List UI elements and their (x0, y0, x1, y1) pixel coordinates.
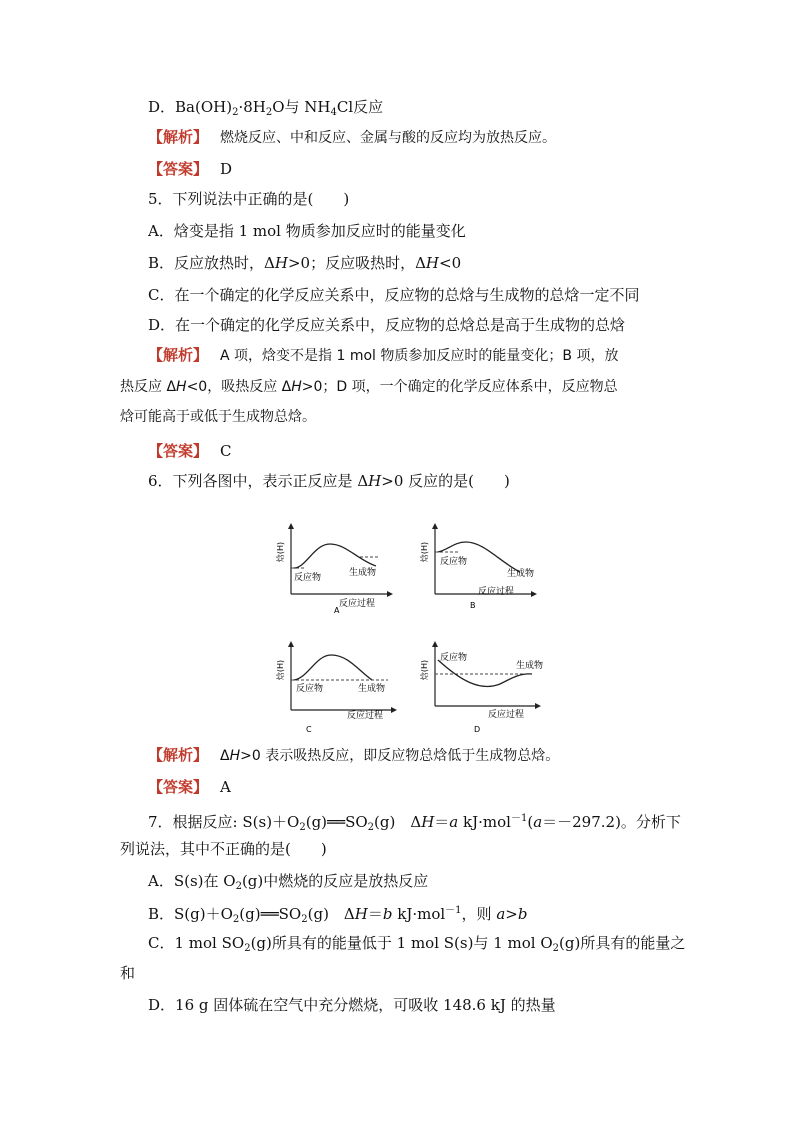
q7-option-c-line1: C．1 mol $SO_2(g)$所具有的能量低于 1 mol S(s)与 1 mol $O_2(g)$所具有的能量之 (148, 934, 686, 954)
figure-letter: B (470, 601, 476, 610)
q7-stem-line1: 7．根据反应: $S(s)+O_2(g)══SO_2(g)$ ΔH＝a kJ·mol$^{-1}$(a＝－297.2)。分析下 (148, 813, 681, 833)
product-label: 生成物 (358, 684, 386, 694)
enthalpy-diagram-d (420, 640, 545, 736)
y-axis-arrow (432, 641, 438, 647)
product-label: 生成物 (516, 661, 544, 671)
q7-stem-line2: 列说法，其中不正确的是( ) (120, 840, 327, 858)
q7-option-c-line2: 和 (120, 964, 136, 982)
q5-stem: 5．下列说法中正确的是( ) (148, 190, 350, 208)
figure-letter: D (474, 725, 481, 734)
reactant-label: 反应物 (440, 653, 468, 663)
reactant-label: 反应物 (294, 573, 322, 583)
q4-answer: 【答案】 D (148, 160, 233, 178)
q7-option-a: A．S(s)在 $O_2(g)$中燃烧的反应是放热反应 (148, 872, 429, 892)
y-axis-arrow (288, 641, 294, 647)
y-axis-label: 焓(H) (276, 541, 285, 563)
x-axis-arrow (387, 591, 393, 597)
x-axis-label: 反应过程 (347, 711, 384, 721)
y-axis-label: 焓(H) (420, 659, 429, 681)
q4-analysis: 【解析】 燃烧反应、中和反应、金属与酸的反应均为放热反应。 (148, 128, 557, 146)
q5-option-b: B．反应放热时，ΔH>0；反应吸热时，ΔH<0 (148, 254, 462, 272)
answer-label: 【答案】 (148, 160, 209, 178)
q5-analysis-line1: 【解析】 A 项，焓变不是指 1 mol 物质参加反应时的能量变化；B 项，放 (148, 346, 619, 364)
q6-answer: 【答案】 A (148, 778, 231, 796)
y-axis-arrow (288, 523, 294, 529)
analysis-label: 【解析】 (148, 346, 209, 364)
x-axis-label: 反应过程 (488, 710, 525, 720)
x-axis-label: 反应过程 (478, 587, 515, 597)
q5-analysis-line3: 焓可能高于或低于生成物总焓。 (120, 409, 316, 425)
product-label: 生成物 (507, 569, 535, 579)
answer-label: 【答案】 (148, 778, 209, 796)
enthalpy-diagram-c (276, 640, 401, 736)
figure-letter: A (334, 606, 340, 614)
q5-analysis-line2: 热反应 ΔH<0，吸热反应 ΔH>0；D 项，一个确定的化学反应体系中，反应物总 (120, 379, 618, 395)
q5-option-c: C．在一个确定的化学反应关系中，反应物的总焓与生成物的总焓一定不同 (148, 286, 640, 304)
x-axis-arrow (531, 591, 537, 597)
q7-option-b: B．$S(g)+O_2(g)══SO_2(g)$ ΔH＝b kJ·mol$^{-1}$，则 a>b (148, 905, 528, 925)
product-label: 生成物 (349, 568, 377, 578)
reactant-label: 反应物 (440, 557, 468, 567)
y-axis-label: 焓(H) (276, 659, 285, 681)
q7-option-d: D．16 g 固体硫在空气中充分燃烧，可吸收 148.6 kJ 的热量 (148, 996, 556, 1014)
q6-stem: 6．下列各图中，表示正反应是 ΔH>0 反应的是( ) (148, 472, 510, 490)
enthalpy-diagram-b (420, 522, 540, 614)
x-axis-label: 反应过程 (339, 599, 376, 609)
q6-analysis: 【解析】 ΔH>0 表示吸热反应，即反应物总焓低于生成物总焓。 (148, 746, 560, 764)
energy-curve (294, 655, 372, 680)
q5-option-a: A．焓变是指 1 mol 物质参加反应时的能量变化 (148, 222, 466, 240)
x-axis-arrow (391, 707, 397, 713)
x-axis-arrow (535, 703, 541, 709)
energy-curve (294, 544, 376, 568)
reactant-label: 反应物 (296, 684, 324, 694)
answer-label: 【答案】 (148, 442, 209, 460)
enthalpy-diagram-a (276, 522, 396, 614)
analysis-label: 【解析】 (148, 128, 209, 146)
y-axis-arrow (432, 523, 438, 529)
y-axis-label: 焓(H) (420, 541, 429, 563)
q5-option-d: D．在一个确定的化学反应关系中，反应物的总焓总是高于生成物的总焓 (148, 316, 626, 334)
q4-option-d: D．$Ba(OH)_2\cdot 8H_2O$与 $NH_4Cl$反应 (148, 98, 384, 118)
q5-answer: 【答案】 C (148, 442, 232, 460)
figure-letter: C (306, 725, 312, 734)
analysis-label: 【解析】 (148, 746, 209, 764)
